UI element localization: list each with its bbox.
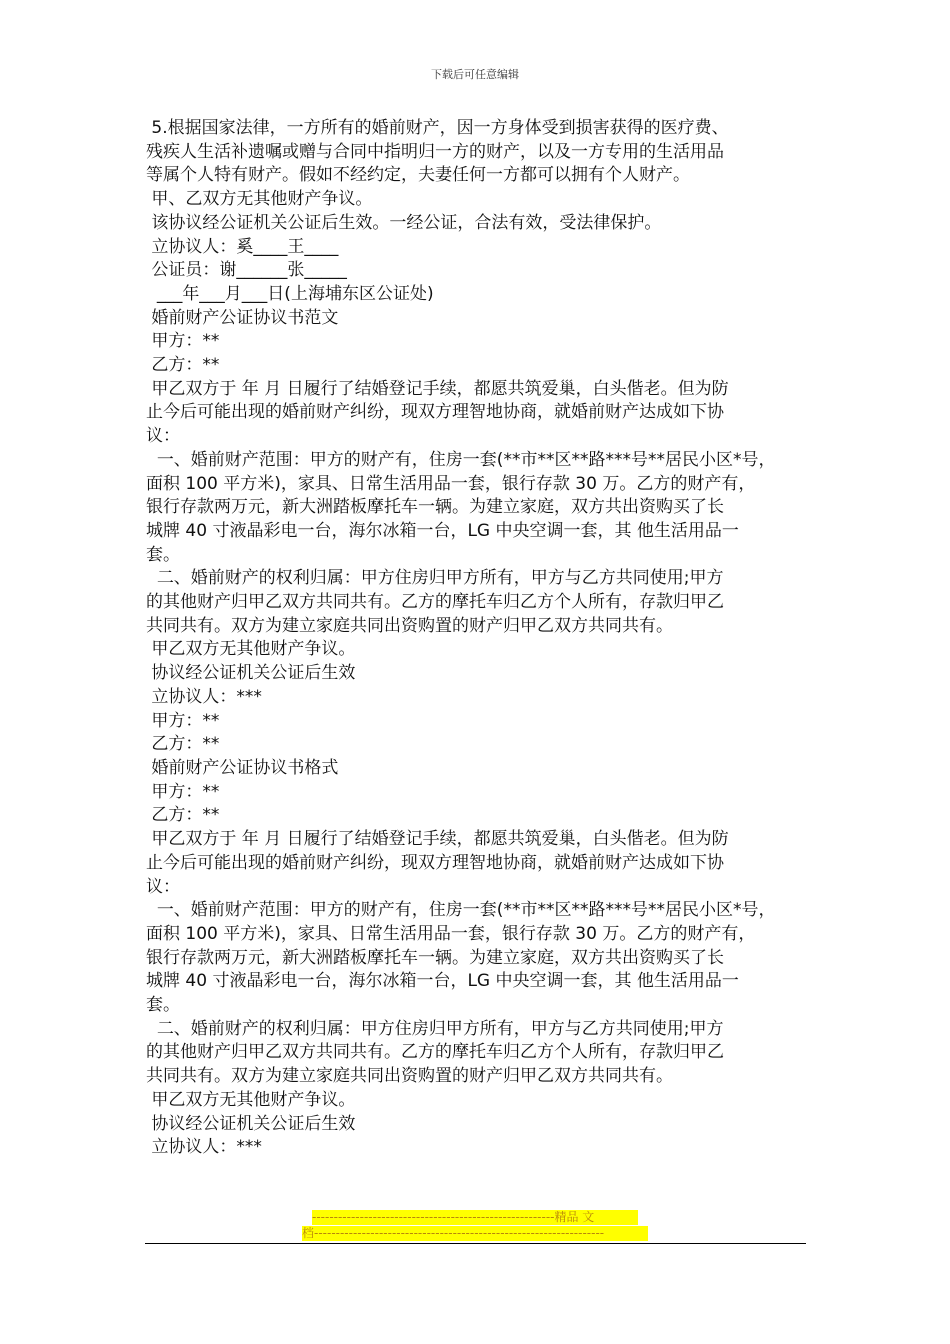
footer-watermark-line1: --------------------------------------------------------精品 文	[312, 1210, 638, 1225]
text-line: 该协议经公证机关公证后生效。一经公证，合法有效，受法律保护。	[146, 212, 662, 233]
text-line: 等属个人特有财产。假如不经约定，夫妻任何一方都可以拥有个人财产。	[146, 165, 690, 186]
text-line: 二、婚前财产的权利归属：甲方住房归甲方所有，甲方与乙方共同使用;甲方	[146, 1018, 724, 1039]
text-line: 城牌 40 寸液晶彩电一台，海尔冰箱一台，LG 中央空调一套，其 他生活用品一	[146, 971, 739, 992]
text-line: 协议经公证机关公证后生效	[146, 1113, 356, 1134]
text-line: 乙方：**	[146, 355, 220, 376]
text-line: 甲乙双方无其他财产争议。	[146, 639, 356, 660]
text-line: 乙方：**	[146, 734, 220, 755]
text-line: 5.根据国家法律，一方所有的婚前财产，因一方身体受到损害获得的医疗费、	[146, 118, 729, 138]
footer-divider	[145, 1243, 806, 1244]
text-line: 套。	[146, 544, 180, 565]
text-line: 银行存款两万元，新大洲踏板摩托车一辆。为建立家庭，双方共出资购买了长	[146, 497, 724, 518]
text-line: 面积 100 平方米)，家具、日常生活用品一套，银行存款 30 万。乙方的财产有，	[146, 473, 756, 494]
text-line: 甲方：**	[146, 781, 220, 802]
text-line: 的其他财产归甲乙双方共同共有。乙方的摩托车归乙方个人所有，存款归甲乙	[146, 1042, 724, 1063]
text-line: 立协议人：***	[146, 686, 262, 707]
text-line: 银行存款两万元，新大洲踏板摩托车一辆。为建立家庭，双方共出资购买了长	[146, 947, 724, 968]
text-line: 立协议人：奚____王____	[146, 236, 339, 257]
text-line: 甲乙双方于 年 月 日履行了结婚登记手续，都愿共筑爱巢，白头偕老。但为防	[146, 378, 729, 399]
text-line: 止今后可能出现的婚前财产纠纷，现双方理智地协商，就婚前财产达成如下协	[146, 852, 724, 873]
text-line: 面积 100 平方米)，家具、日常生活用品一套，银行存款 30 万。乙方的财产有，	[146, 923, 756, 944]
text-line: 立协议人：***	[146, 1137, 262, 1158]
text-line: 甲、乙双方无其他财产争议。	[146, 189, 373, 210]
text-line: 乙方：**	[146, 805, 220, 826]
text-line: 婚前财产公证协议书格式	[146, 757, 339, 778]
text-line: 共同共有。双方为建立家庭共同出资购置的财产归甲乙双方共同共有。	[146, 1066, 673, 1087]
text-line: 共同共有。双方为建立家庭共同出资购置的财产归甲乙双方共同共有。	[146, 615, 673, 636]
text-line: 止今后可能出现的婚前财产纠纷，现双方理智地协商，就婚前财产达成如下协	[146, 402, 724, 423]
text-line: 协议经公证机关公证后生效	[146, 663, 356, 684]
text-line: 甲方：**	[146, 710, 220, 731]
text-line: 套。	[146, 995, 180, 1016]
text-line: 甲乙双方无其他财产争议。	[146, 1089, 356, 1110]
page-header: 下载后可任意编辑	[431, 68, 519, 81]
text-line: 甲方：**	[146, 331, 220, 352]
text-line: 甲乙双方于 年 月 日履行了结婚登记手续，都愿共筑爱巢，白头偕老。但为防	[146, 829, 729, 850]
text-line: 议：	[146, 876, 180, 897]
footer-watermark-line2: 档-------------------------------------------------------------------	[302, 1226, 648, 1241]
text-line: ___年___月___日(上海埔东区公证处)	[146, 283, 434, 304]
text-line: 一、婚前财产范围：甲方的财产有，住房一套(**市**区**路***号**居民小区*号，	[146, 449, 776, 470]
document-body	[146, 117, 806, 1160]
text-line: 的其他财产归甲乙双方共同共有。乙方的摩托车归乙方个人所有，存款归甲乙	[146, 592, 724, 613]
text-line: 议：	[146, 426, 180, 447]
text-line: 二、婚前财产的权利归属：甲方住房归甲方所有，甲方与乙方共同使用;甲方	[146, 568, 724, 589]
text-line: 残疾人生活补遗嘱或赠与合同中指明归一方的财产，以及一方专用的生活用品	[146, 141, 724, 162]
text-line: 婚前财产公证协议书范文	[146, 307, 339, 328]
text-line: 一、婚前财产范围：甲方的财产有，住房一套(**市**区**路***号**居民小区*号，	[146, 900, 776, 921]
text-line: 城牌 40 寸液晶彩电一台，海尔冰箱一台，LG 中央空调一套，其 他生活用品一	[146, 520, 739, 541]
text-line: 公证员：谢______张_____	[146, 260, 347, 281]
